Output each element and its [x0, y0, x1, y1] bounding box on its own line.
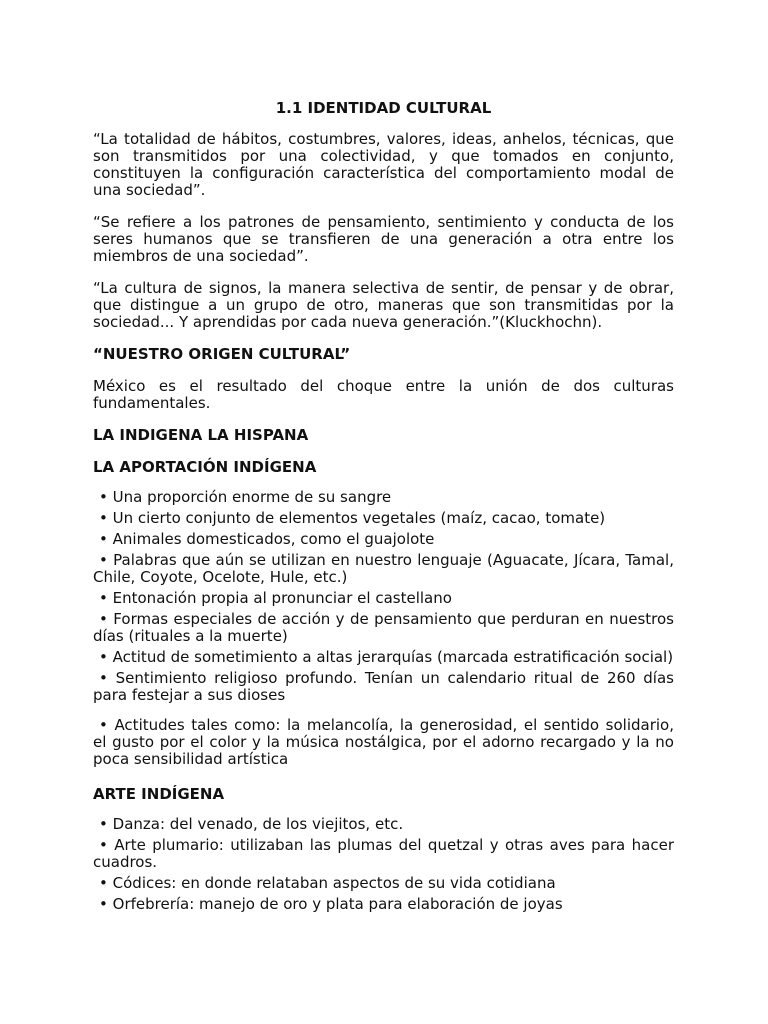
- list-item-text: Una proporción enorme de su sangre: [112, 488, 392, 506]
- list-item: [93, 896, 674, 913]
- list-item-text: Actitud de sometimiento a altas jerarquías (marcada estratificación social): [112, 648, 674, 666]
- bullet-icon: •: [99, 610, 108, 628]
- aportacion-list: [93, 489, 674, 768]
- origin-heading: “NUESTRO ORIGEN CULTURAL”: [93, 345, 351, 363]
- arte-heading: ARTE INDÍGENA: [93, 785, 225, 803]
- list-item: [93, 510, 674, 527]
- bullet-icon: •: [99, 815, 108, 833]
- list-item-text: Danza: del venado, de los viejitos, etc.: [112, 815, 404, 833]
- bullet-icon: •: [99, 551, 108, 569]
- aportacion-heading: LA APORTACIÓN INDÍGENA: [93, 458, 317, 476]
- arte-list: [93, 816, 674, 913]
- bullet-icon: •: [99, 530, 108, 548]
- list-item: [93, 717, 674, 768]
- list-item-text: Un cierto conjunto de elementos vegetales (maíz, cacao, tomate): [112, 509, 606, 527]
- list-item: [93, 875, 674, 892]
- bullet-icon: •: [99, 836, 108, 854]
- list-item: [93, 552, 674, 586]
- list-item: [93, 489, 674, 506]
- bullet-icon: •: [99, 716, 108, 734]
- list-item-text: Animales domesticados, como el guajolote: [112, 530, 435, 548]
- definition-paragraph-3: “La cultura de signos, la manera selectiva de sentir, de pensar y de obrar, que distingue a un grupo de otro, maneras que son transmitidas por la sociedad... Y aprendidas por cada nueva generación.”(Kluckhochn).: [93, 279, 674, 331]
- bullet-icon: •: [99, 874, 108, 892]
- bullet-icon: •: [99, 488, 108, 506]
- list-item-text: Palabras que aún se utilizan en nuestro lenguaje (Aguacate, Jícara, Tamal, Chile, Coyote, Ocelote, Hule, etc.): [93, 551, 674, 586]
- bullet-icon: •: [99, 648, 108, 666]
- list-item: [93, 611, 674, 645]
- list-item: [93, 649, 674, 666]
- list-item-text: Formas especiales de acción y de pensamiento que perduran en nuestros días (rituales a la muerte): [93, 610, 674, 645]
- page-title: 1.1 IDENTIDAD CULTURAL: [275, 99, 492, 117]
- definition-paragraph-2: “Se refiere a los patrones de pensamiento, sentimiento y conducta de los seres humanos que se transfieren de una generación a otra entre los miembros de una sociedad”.: [93, 213, 674, 265]
- document-page: [93, 100, 674, 928]
- bullet-icon: •: [99, 509, 108, 527]
- list-item-text: Actitudes tales como: la melancolía, la generosidad, el sentido solidario, el gusto por el color y la música nostálgica, por el adorno recargado y la no poca sensibilidad artística: [93, 716, 674, 768]
- list-item-text: Arte plumario: utilizaban las plumas del quetzal y otras aves para hacer cuadros.: [93, 836, 674, 871]
- bullet-icon: •: [99, 589, 108, 607]
- list-item: [93, 670, 674, 704]
- bullet-icon: •: [99, 669, 108, 687]
- list-item-text: Códices: en donde relataban aspectos de su vida cotidiana: [112, 874, 556, 892]
- definition-paragraph-1: “La totalidad de hábitos, costumbres, valores, ideas, anhelos, técnicas, que son transmitidos por una colectividad, y que tomados en conjunto, constituyen la configuración característica del comportamiento modal de una sociedad”.: [93, 130, 674, 199]
- list-item-text: Entonación propia al pronunciar el castellano: [112, 589, 452, 607]
- list-item: [93, 590, 674, 607]
- list-item: [93, 816, 674, 833]
- list-item: [93, 837, 674, 871]
- list-item-text: Orfebrería: manejo de oro y plata para elaboración de joyas: [112, 895, 563, 913]
- cultures-heading: LA INDIGENA LA HISPANA: [93, 426, 309, 444]
- bullet-icon: •: [99, 895, 108, 913]
- list-item: [93, 531, 674, 548]
- list-item-text: Sentimiento religioso profundo. Tenían un calendario ritual de 260 días para festejar a sus dioses: [93, 669, 674, 704]
- origin-paragraph: México es el resultado del choque entre la unión de dos culturas fundamentales.: [93, 377, 674, 412]
